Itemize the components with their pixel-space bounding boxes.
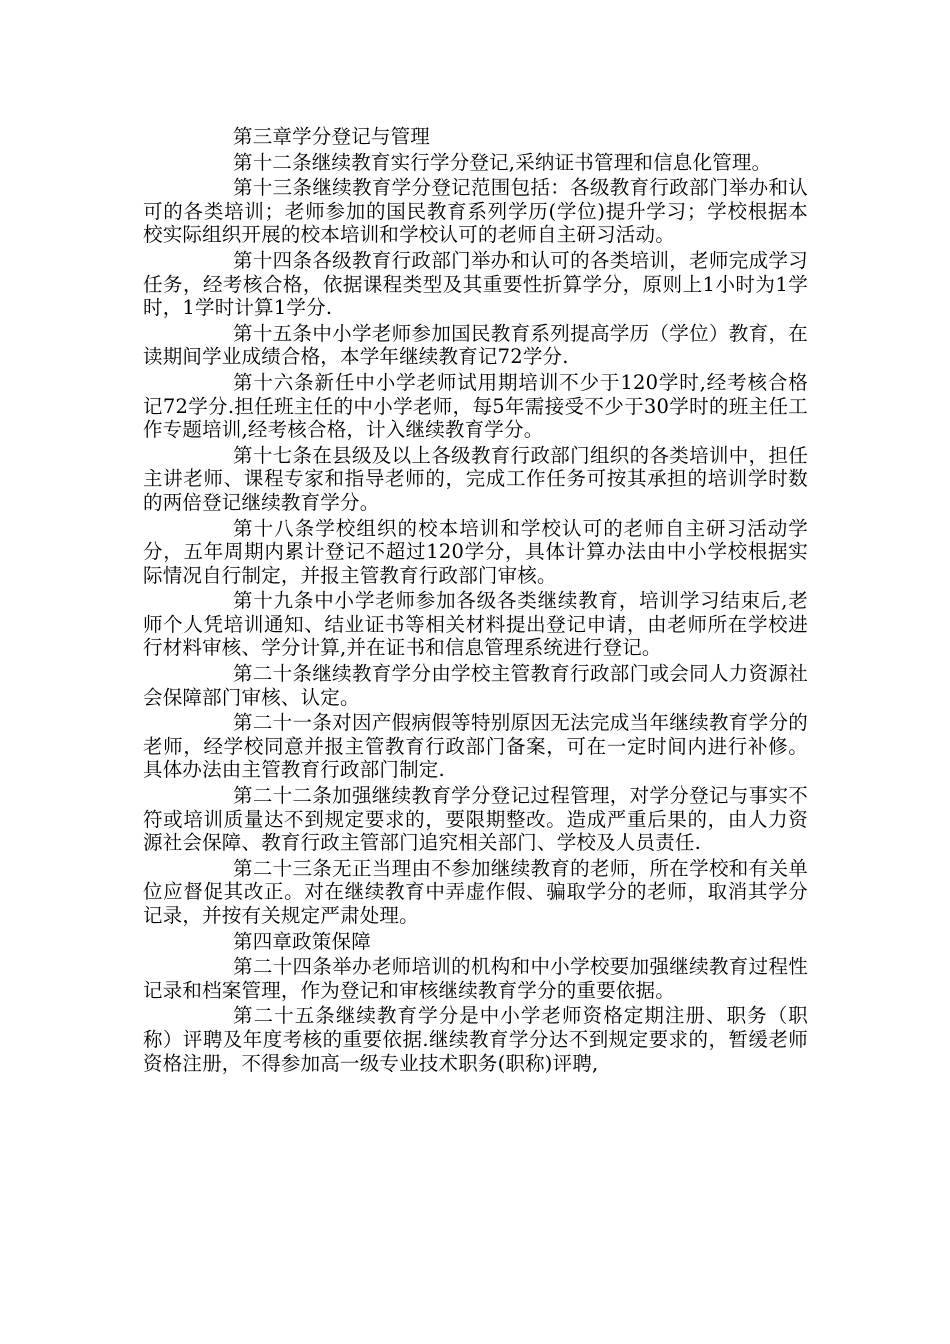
article-paragraph: 第二十四条举办老师培训的机构和中小学校要加强继续教育过程性记录和档案管理，作为登记和审核继续教育学分的重要依据。 — [143, 955, 808, 1002]
article-paragraph: 第二十三条无正当理由不参加继续教育的老师，所在学校和有关单位应督促其改正。对在继续教育中弄虚作假、骗取学分的老师，取消其学分记录，并按有关规定严肃处理。 — [143, 856, 808, 927]
chapter-heading: 第三章学分登记与管理 — [233, 125, 431, 148]
article-paragraph: 第十二条继续教育实行学分登记,采纳证书管理和信息化管理。 — [233, 150, 772, 174]
article-paragraph: 第二十条继续教育学分由学校主管教育行政部门或会同人力资源社会保障部门审核、认定。 — [143, 662, 808, 709]
document-body — [143, 125, 808, 1077]
article-paragraph: 第十八条学校组织的校本培训和学校认可的老师自主研习活动学分，五年周期内累计登记不超过120学分，具体计算办法由中小学校根据实际情况自行制定，并报主管教育行政部门审核。 — [143, 516, 808, 587]
chapter-heading: 第四章政策保障 — [233, 929, 371, 953]
article-paragraph: 第二十五条继续教育学分是中小学老师资格定期注册、职务（职称）评聘及年度考核的重要依据.继续教育学分达不到规定要求的，暂缓老师资格注册，不得参加高一级专业技术职务(职称)评聘, — [143, 1004, 808, 1075]
article-paragraph: 第十五条中小学老师参加国民教育系列提高学历（学位）教育，在读期间学业成绩合格，本学年继续教育记72学分. — [143, 321, 808, 369]
article-paragraph: 第十九条中小学老师参加各级各类继续教育，培训学习结束后,老师个人凭培训通知、结业证书等相关材料提出登记申请，由老师所在学校进行材料审核、学分计算,并在证书和信息管理系统进行登记。 — [143, 589, 808, 660]
article-paragraph: 第十四条各级教育行政部门举办和认可的各类培训，老师完成学习任务，经考核合格，依据课程类型及其重要性折算学分，原则上1小时为1学时，1学时计算1学分. — [143, 248, 808, 320]
article-paragraph: 第十七条在县级及以上各级教育行政部门组织的各类培训中，担任主讲老师、课程专家和指导老师的，完成工作任务可按其承担的培训学时数的两倍登记继续教育学分。 — [143, 443, 808, 514]
article-paragraph: 第十三条继续教育学分登记范围包括：各级教育行政部门举办和认可的各类培训；老师参加的国民教育系列学历(学位)提升学习；学校根据本校实际组织开展的校本培训和学校认可的老师自主研习活动。 — [143, 176, 808, 247]
article-paragraph: 第十六条新任中小学老师试用期培训不少于120学时,经考核合格记72学分.担任班主任的中小学老师，每5年需接受不少于30学时的班主任工作专题培训,经考核合格，计入继续教育学分。 — [143, 370, 808, 442]
article-paragraph: 第二十二条加强继续教育学分登记过程管理，对学分登记与事实不符或培训质量达不到规定要求的，要限期整改。造成严重后果的，由人力资源社会保障、教育行政主管部门追究相关部门、学校及人员责任. — [143, 784, 808, 855]
article-paragraph: 第二十一条对因产假病假等特别原因无法完成当年继续教育学分的老师，经学校同意并报主管教育行政部门备案，可在一定时间内进行补修。具体办法由主管教育行政部门制定. — [143, 711, 808, 782]
